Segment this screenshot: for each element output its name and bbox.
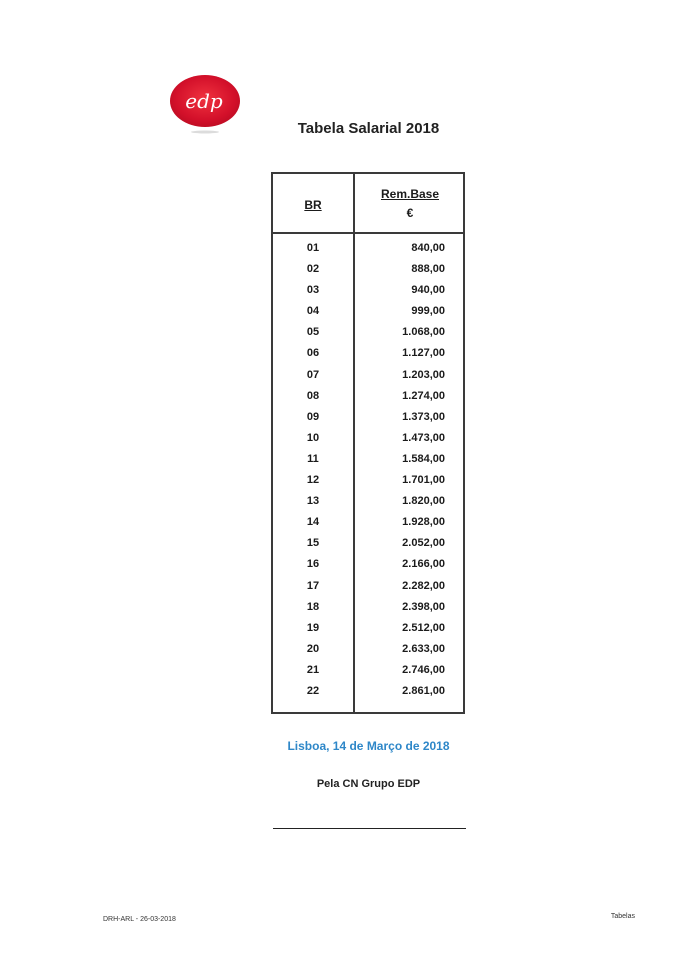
br-cell: 14 (306, 516, 320, 529)
br-cell: 03 (306, 284, 320, 297)
br-cell: 12 (306, 474, 320, 487)
rem-base-cell: 1.584,00 (402, 452, 445, 465)
rem-base-cell: 2.282,00 (402, 579, 445, 592)
table-row (273, 533, 463, 554)
rem-base-cell: 1.928,00 (402, 516, 445, 529)
rem-base-cell: 999,00 (411, 305, 445, 318)
table-body (273, 238, 463, 702)
rem-base-cell: 1.127,00 (402, 347, 445, 360)
br-cell: 04 (306, 305, 320, 318)
table-row (273, 639, 463, 660)
table-row (273, 660, 463, 681)
signer-label: Pela CN Grupo EDP (316, 778, 421, 790)
br-cell: 22 (306, 684, 320, 697)
br-cell: 19 (306, 621, 320, 634)
table-row (273, 365, 463, 386)
table-row (273, 322, 463, 343)
rem-base-cell: 1.701,00 (402, 474, 445, 487)
rem-base-cell: 1.203,00 (402, 368, 445, 381)
table-row (273, 343, 463, 364)
header-currency: € (406, 206, 414, 220)
br-cell: 07 (306, 368, 320, 381)
table-row (273, 512, 463, 533)
br-cell: 18 (306, 600, 320, 613)
table-row (273, 470, 463, 491)
rem-base-cell: 1.373,00 (402, 410, 445, 423)
table-row (273, 407, 463, 428)
rem-base-cell: 2.746,00 (402, 663, 445, 676)
br-cell: 01 (306, 242, 320, 254)
rem-base-cell: 1.068,00 (402, 326, 445, 339)
table-row (273, 259, 463, 280)
rem-base-cell: 2.512,00 (402, 621, 445, 634)
table-row (273, 597, 463, 618)
br-cell: 16 (306, 558, 320, 571)
rem-base-cell: 1.274,00 (402, 389, 445, 402)
rem-base-cell: 2.633,00 (402, 642, 445, 655)
br-cell: 17 (306, 579, 320, 592)
rem-base-cell: 888,00 (411, 263, 445, 276)
logo-text: edp (185, 89, 223, 113)
table-row (273, 280, 463, 301)
table-row (273, 576, 463, 597)
rem-base-cell: 2.398,00 (402, 600, 445, 613)
table-row (273, 301, 463, 322)
table-row (273, 554, 463, 575)
br-cell: 13 (306, 495, 320, 508)
footer-section: Tabelas (610, 913, 635, 920)
table-row (273, 386, 463, 407)
rem-base-cell: 1.820,00 (402, 495, 445, 508)
rem-base-cell: 1.473,00 (402, 431, 445, 444)
salary-table (271, 172, 465, 714)
table-row (273, 238, 463, 259)
header-br: BR (304, 198, 322, 212)
br-cell: 06 (306, 347, 320, 360)
table-row (273, 428, 463, 449)
table-row (273, 449, 463, 470)
br-cell: 05 (306, 326, 320, 339)
header-rem-base: Rem.Base (380, 187, 440, 201)
footer-reference: DRH-ARL - 26-03-2018 (103, 916, 176, 923)
br-cell: 20 (306, 642, 320, 655)
br-cell: 21 (306, 663, 320, 676)
br-cell: 08 (306, 389, 320, 402)
br-cell: 15 (306, 537, 320, 550)
table-row (273, 681, 463, 702)
page-title: Tabela Salarial 2018 (297, 120, 440, 137)
place-date: Lisboa, 14 de Março de 2018 (287, 739, 450, 753)
br-cell: 09 (306, 410, 320, 423)
rem-base-cell: 940,00 (411, 284, 445, 297)
br-cell: 11 (307, 452, 319, 465)
rem-base-cell: 2.166,00 (402, 558, 445, 571)
rem-base-cell: 2.052,00 (402, 537, 445, 550)
br-cell: 10 (306, 431, 320, 444)
header-divider (273, 232, 463, 234)
br-cell: 02 (306, 263, 320, 276)
rem-base-cell: 840,00 (411, 242, 445, 254)
signature-line (273, 828, 466, 829)
table-row (273, 491, 463, 512)
table-row (273, 618, 463, 639)
rem-base-cell: 2.861,00 (402, 684, 445, 697)
